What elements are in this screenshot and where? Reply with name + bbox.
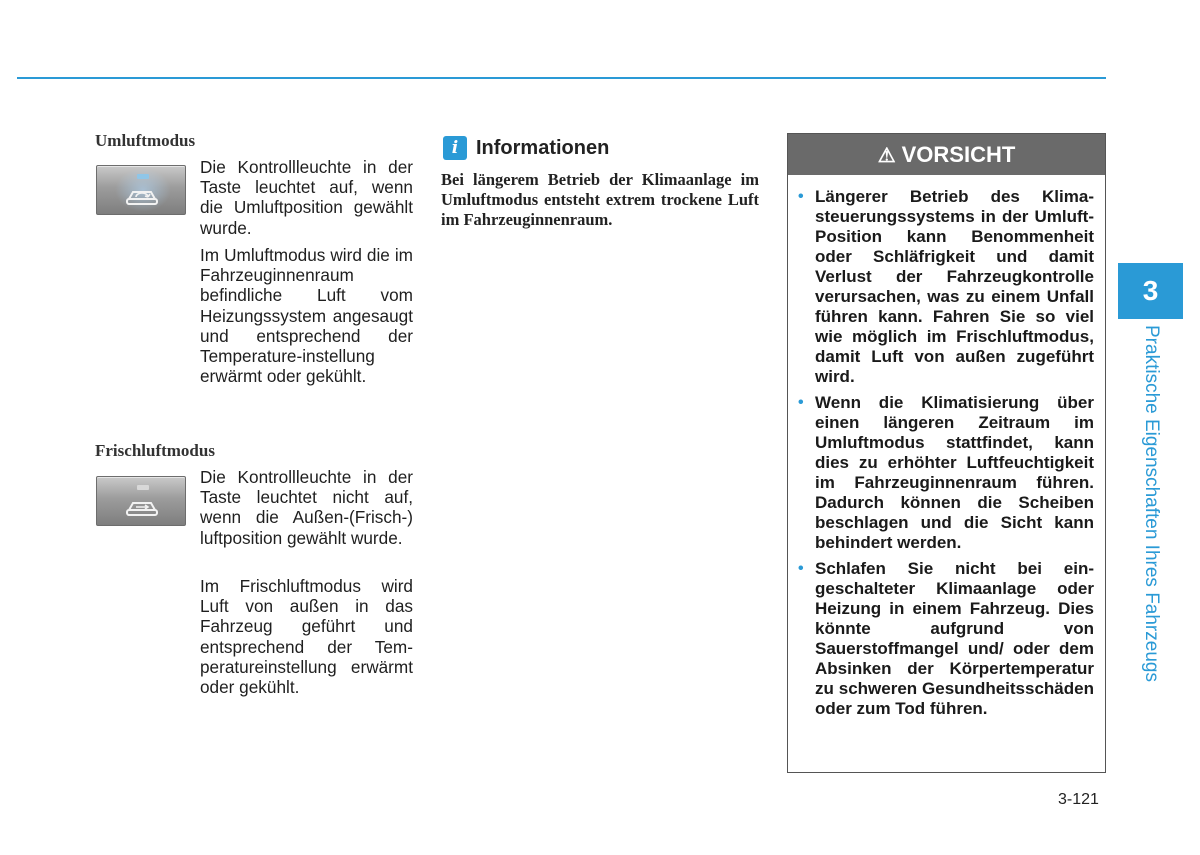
caution-item-text: Längerer Betrieb des Klimasteuerungssystems in der Umluft-Position kann Benommenheit oder Schläfrigkeit und damit Verlust der Fahrzeugkontrolle verursachen, was zu einem Unfall führen kann. Fahren Sie so viel wie möglich im Frischluftmodus, damit Luft von außen zugeführt wird.: [815, 187, 1094, 386]
caution-list: [788, 175, 1105, 719]
chapter-title-vertical: [1137, 325, 1165, 697]
caution-item: [798, 393, 1094, 553]
fresh-air-heading: Frischluftmodus: [95, 441, 215, 460]
fresh-air-car-icon: [123, 495, 161, 519]
recirculation-para-1: Die Kontrollleuchte in der Taste leuchtet auf, wenn die Umluftposition gewählt wurde.: [200, 157, 413, 238]
caution-item: [798, 559, 1094, 719]
bullet-icon: •: [798, 188, 804, 205]
caution-title: VORSICHT: [901, 142, 1016, 167]
caution-item: [798, 187, 1094, 387]
recirculation-car-icon: [123, 184, 161, 208]
bullet-icon: •: [798, 394, 804, 411]
caution-item-text: Wenn die Klimatisierung über einen längeren Zeitraum im Umluftmodus stattfindet, kann dies zu erhöhter Luftfeuchtigkeit im Fahrzeuginnenraum führen. Dadurch können die Scheiben beschlagen und die Sicht kann behindert werden.: [815, 393, 1094, 552]
header-rule: [17, 77, 1106, 79]
chapter-number-tab: 3: [1118, 263, 1183, 319]
chapter-title-text: Praktische Eigenschaften Ihres Fahrzeugs: [1141, 325, 1162, 682]
info-icon: i: [443, 136, 467, 160]
indicator-led-on: [137, 174, 149, 179]
fresh-air-para-2: Im Frischluftmodus wird Luft von außen in das Fahrzeug geführt und entsprechend der Temperatureinstellung erwärmt oder gekühlt.: [200, 576, 413, 698]
recirculation-button-image: [96, 165, 186, 215]
caution-box: [787, 133, 1106, 773]
indicator-led-off: [137, 485, 149, 490]
fresh-air-button-image: [96, 476, 186, 526]
recirculation-heading: Umluftmodus: [95, 131, 196, 150]
page-number: 3-121: [1058, 791, 1099, 808]
caution-header: [788, 134, 1105, 175]
recirculation-para-2: Im Umluftmodus wird die im Fahrzeuginnenraum befindliche Luft vom Heizungssystem angesaugt und entsprechend der Temperature-instellung erwärmt oder gekühlt.: [200, 245, 413, 387]
warning-triangle-icon: ⚠: [877, 145, 896, 167]
info-body: Bei längerem Betrieb der Klimaanlage im Umluftmodus entsteht extrem trockene Luft im Fahrzeuginnenraum.: [441, 170, 759, 229]
info-title: Informationen: [476, 137, 610, 159]
caution-item-text: Schlafen Sie nicht bei eingeschalteter Klimaanlage oder Heizung in einem Fahrzeug. Dies könnte aufgrund von Sauerstoffmangel und/ oder dem Absinken der Körpertemperatur zu schweren Gesundheitsschäden oder zum Tod führen.: [815, 559, 1094, 718]
bullet-icon: •: [798, 560, 804, 577]
fresh-air-para-1: Die Kontrollleuchte in der Taste leuchtet nicht auf, wenn die Außen-(Frisch-) luftposition gewählt wurde.: [200, 467, 413, 548]
